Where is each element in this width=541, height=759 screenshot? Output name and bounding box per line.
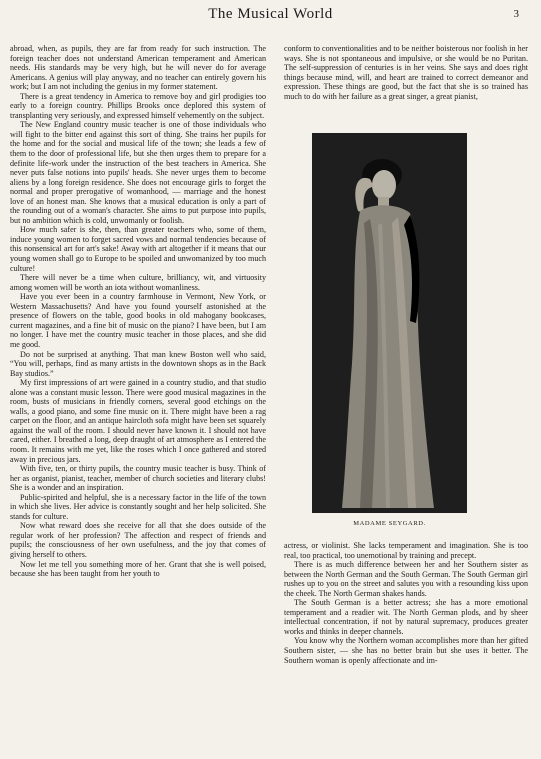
right-text-column-top (284, 44, 528, 101)
paragraph: There will never be a time when culture, brilliancy, wit, and virtuosity among women will be worth an iota without womanliness. (10, 273, 266, 292)
portrait-figure-illustration (312, 133, 467, 513)
paragraph: actress, or violinist. She lacks temperament and imagination. She is too real, too practical, too unemotional by training and precept. (284, 541, 528, 560)
figure-caption: MADAME SEYGARD. (353, 520, 426, 527)
paragraph: Now what reward does she receive for all that she does outside of the regular work of her profession? The affection and respect of friends and pupils; the consciousness of her own usefulness, and the joy that comes of giving herself to others. (10, 521, 266, 559)
page-header-title: The Musical World (208, 6, 333, 22)
paragraph: My first impressions of art were gained in a country studio, and that studio alone was a constant music lesson. There were good musical magazines in the room, busts of musicians in friendly corners, several good etchings on the walls, a good piano, and some fine music on it. There might have been a rag carpet on the floor, and an antique haircloth sofa might have been set squarely against the wall of the room. I should never have known it. I should not have cared, either. I breathed a long, deep draught of art atmosphere as I entered the room. It remains with me yet, like the roses which I once gathered and stored away in precious jars. (10, 378, 266, 464)
paragraph: With five, ten, or thirty pupils, the country music teacher is busy. Think of her as organist, pianist, teacher, member of church societies and literary clubs! She is a wonder and an inspiration. (10, 464, 266, 493)
paragraph: abroad, when, as pupils, they are far from ready for such instruction. The foreign teacher does not understand American temperament and American needs. His standards may be very high, but he will never do for average Americans. A genius will play anyway, and no teacher can entirely govern his work; but I am not including the genius in my former statement. (10, 44, 266, 92)
paragraph: The New England country music teacher is one of those individuals who will fight to the bitter end against this sort of thing. She trains her pupils for the home and for the social and musical life of the town; she leads a few of them to the door of professional life, but she then urges them to prepare for a definite life-work under the instruction of the best teachers in America. She never puts false notions into pupils' heads. She never urges them to become aliens by a long foreign residence. She does not encourage girls to forget the normal and proper prerogative of womanhood, — marriage and the honest love of an honest man. She knows that a musical education is only a part of the rounding out of a woman's character. She aims to put purpose into pupils, but no ambition which is cold, unwomanly or foolish. (10, 120, 266, 225)
paragraph: conform to conventionalities and to be neither boisterous nor foolish in her ways. She is not spontaneous and impulsive, or she would be no Puritan. The self-suppression of centuries is in her veins. She says and does right things because mind, will, and heart are trained to correct demeanor and expression. These things are good, but the fact that she is so trained has much to do with her failure as a great singer, a great pianist, (284, 44, 528, 101)
paragraph: You know why the Northern woman accomplishes more than her gifted Southern sister, — she has no better brain but she uses it better. The Southern woman is openly affectionate and im- (284, 636, 528, 665)
left-text-column (10, 44, 266, 579)
portrait-photo (312, 133, 467, 513)
right-text-column-bottom (284, 541, 528, 665)
paragraph: There is a great tendency in America to remove boy and girl prodigies too early to a foreign country. Phillips Brooks once deplored this system of transplanting very seriously, and expressed himself vehemently on the subject. (10, 91, 266, 120)
page-number: 3 (513, 8, 519, 20)
paragraph: How much safer is she, then, than greater teachers who, some of them, induce young women to forget sacred vows and normal tendencies because of this nonsensical art for art's sake! Away with art altogether if it means that our young women shall go to Europe to be spoiled and unwomanized by too much culture! (10, 225, 266, 273)
paragraph: Public-spirited and helpful, she is a necessary factor in the life of the town in which she lives. Her advice is constantly sought and her help solicited. She stands for culture. (10, 492, 266, 521)
paragraph: Now let me tell you something more of her. Grant that she is well poised, because she has been taught from her youth to (10, 559, 266, 579)
paragraph: Do not be surprised at anything. That man knew Boston well who said, “You will, perhaps, find as many artists in the downtown shops as in the Back Bay studios.” (10, 349, 266, 378)
paragraph: The South German is a better actress; she has a more emotional temperament and a readier wit. The North German plods, and by sheer intellectual concentration, if not by natural supremacy, produces greater works and thinks in deeper channels. (284, 598, 528, 636)
paragraph: Have you ever been in a country farmhouse in Vermont, New York, or Western Massachusetts? And have you found yourself astonished at the presence of flowers on the table, good books in old mahogany bookcases, current magazines, and a fine bit of music on the piano? I have been, but I am no longer. I have met the country music teacher in those places, and she did me good. (10, 292, 266, 349)
paragraph: There is as much difference between her and her Southern sister as between the North German and the South German. The South German girl rushes up to you on the street and salutes you with a resounding kiss upon the cheek. The North German shakes hands. (284, 560, 528, 598)
